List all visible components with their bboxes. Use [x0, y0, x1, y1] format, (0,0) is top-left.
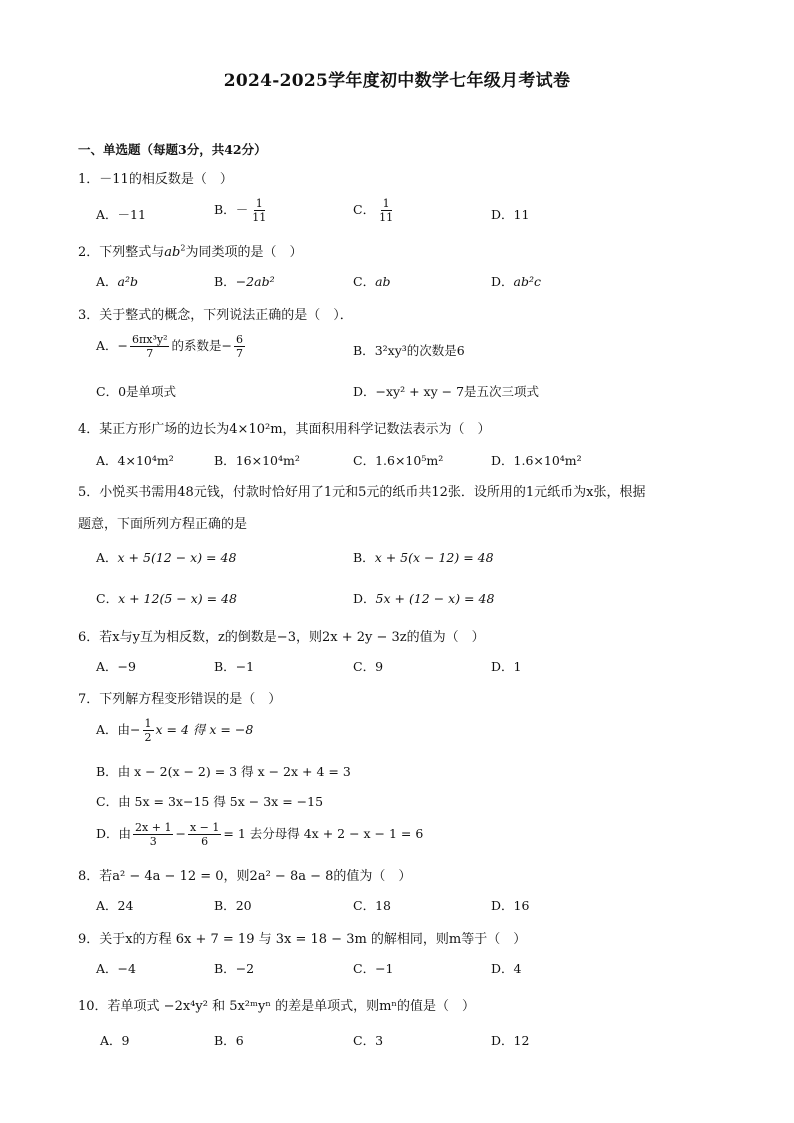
option-d: D．5x + (12 − x) = 48 — [353, 591, 495, 606]
option-b: B．3²xy³的次数是6 — [353, 343, 465, 358]
option-a: A．24 — [96, 898, 134, 913]
option-b: B．20 — [214, 898, 252, 913]
question-1 — [78, 168, 233, 187]
question-6: 6．若x与y互为相反数，z的倒数是−3，则2x + 2y − 3z的值为（ ） — [78, 630, 485, 645]
option-b: B．－ $\frac{1}{11}$ — [214, 197, 267, 224]
question-5: 5．小悦买书需用48元钱，付款时恰好用了1元和5元的纸币共12张．设所用的1元纸币为x张，根据 — [78, 485, 646, 500]
option-d: D．16 — [491, 898, 530, 913]
option-c: C．−1 — [353, 961, 394, 976]
option-a: A．由− $\frac{1}{2}$ x = 4 得 x = −8 — [96, 717, 254, 744]
question-4: 4．某正方形广场的边长为4×10²m，其面积用科学记数法表示为（ ） — [78, 422, 491, 437]
question-8: 8．若a² − 4a − 12 = 0，则2a² − 8a − 8的值为（ ） — [78, 869, 412, 884]
option-b: B．−2ab² — [214, 274, 275, 289]
question-10: 10．若单项式 −2x⁴y² 和 5x²ᵐyⁿ 的差是单项式，则mⁿ的值是（ ） — [78, 999, 476, 1014]
question-7: 7．下列解方程变形错误的是（ ） — [78, 692, 282, 707]
option-d: D．由 $\frac{2x + 1}{3}$ − $\frac{x - 1}{6}$ = 1 去分母得 4x + 2 − x − 1 = 6 — [96, 821, 424, 848]
option-c: C．0是单项式 — [96, 384, 177, 399]
option-d: D．−xy² + xy − 7是五次三项式 — [353, 384, 540, 399]
option-d: D．ab²c — [491, 274, 541, 289]
option-a: A．－11 — [96, 207, 146, 222]
option-c: C．18 — [353, 898, 391, 913]
option-c: C． $\frac{1}{11}$ — [353, 197, 394, 224]
option-a: A．a²b — [96, 274, 138, 289]
section-heading: 一、单选题（每题3分，共42分） — [78, 142, 267, 157]
option-c: C．3 — [353, 1033, 384, 1048]
option-c: C．ab — [353, 274, 391, 289]
option-b: B．由 x − 2(x − 2) = 3 得 x − 2x + 4 = 3 — [96, 764, 351, 779]
question-5-line-2: 题意，下面所列方程正确的是 — [78, 517, 248, 532]
option-b: B．16×10⁴m² — [214, 453, 300, 468]
option-a: A．−9 — [96, 659, 136, 674]
option-a: A．x + 5(12 − x) = 48 — [96, 550, 237, 565]
option-d: D．12 — [491, 1033, 530, 1048]
option-c: C．由 5x = 3x−15 得 5x − 3x = −15 — [96, 794, 324, 809]
option-c: C．9 — [353, 659, 384, 674]
option-b: B．−2 — [214, 961, 255, 976]
option-d: D．11 — [491, 207, 530, 222]
option-b: B．−1 — [214, 659, 255, 674]
option-c: C．x + 12(5 − x) = 48 — [96, 591, 237, 606]
option-d: D．4 — [491, 961, 522, 976]
question-9: 9．关于x的方程 6x + 7 = 19 与 3x = 18 − 3m 的解相同，则m等于（ ） — [78, 932, 527, 947]
question-3: 3．关于整式的概念，下列说法正确的是（ ）． — [78, 308, 353, 323]
option-a: A．9 — [100, 1033, 130, 1048]
page-title: 2024-2025学年度初中数学七年级月考试卷 — [223, 71, 571, 91]
question-2: 2．下列整式与$ab^2$为同类项的是（ ） — [78, 243, 303, 260]
option-c: C．1.6×10⁵m² — [353, 453, 444, 468]
question-number: 1． — [78, 172, 100, 187]
option-a: A．4×10⁴m² — [96, 453, 174, 468]
option-d: D．1.6×10⁴m² — [491, 453, 582, 468]
option-a: A．− $\frac{\text{6πx³y²}}{7}$ 的系数是− $\frac{6}{7}$ — [96, 333, 243, 360]
option-d: D．1 — [491, 659, 522, 674]
question-text: －11的相反数是（ ） — [99, 172, 233, 187]
option-b: B．x + 5(x − 12) = 48 — [353, 550, 494, 565]
option-a: A．−4 — [96, 961, 136, 976]
option-b: B．6 — [214, 1033, 244, 1048]
